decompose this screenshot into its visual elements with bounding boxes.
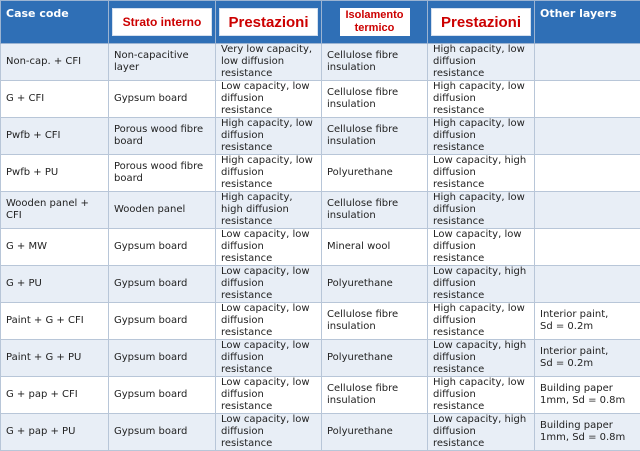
- cell-inner-performance: Low capacity, low diffusion resistance: [216, 229, 322, 266]
- cell-case-code: Paint + G + PU: [1, 340, 109, 377]
- cell-inner-performance: Low capacity, low diffusion resistance: [216, 81, 322, 118]
- header-strato-interno: [109, 1, 216, 44]
- table-row: [1, 377, 640, 414]
- cell-insulation: Cellulose fibre insulation: [322, 303, 428, 340]
- cell-other-layers: [535, 377, 640, 414]
- table-body: [1, 44, 640, 451]
- cell-insulation: Polyurethane: [322, 414, 428, 451]
- cell-insulation-performance: High capacity, low diffusion resistance: [428, 118, 535, 155]
- table-row: [1, 266, 640, 303]
- cell-insulation: Mineral wool: [322, 229, 428, 266]
- cell-inner-layer: Gypsum board: [109, 414, 216, 451]
- cell-case-code: Non-cap. + CFI: [1, 44, 109, 81]
- cell-case-code: G + pap + CFI: [1, 377, 109, 414]
- table-row: [1, 340, 640, 377]
- other-layers-line: Interior paint,: [540, 346, 636, 358]
- cell-case-code: Paint + G + CFI: [1, 303, 109, 340]
- cell-inner-performance: Very low capacity, low diffusion resistance: [216, 44, 322, 81]
- cell-insulation-performance: Low capacity, low diffusion resistance: [428, 229, 535, 266]
- table-row: [1, 44, 640, 81]
- header-prestazioni-2: [428, 1, 535, 44]
- header-strato-interno-label: Strato interno: [112, 8, 212, 36]
- other-layers-line: Sd = 0.2m: [540, 321, 636, 333]
- cell-inner-layer: Gypsum board: [109, 81, 216, 118]
- cell-insulation: Polyurethane: [322, 266, 428, 303]
- cell-insulation: Cellulose fibre insulation: [322, 118, 428, 155]
- header-isolamento: [322, 1, 428, 44]
- cell-other-layers: [535, 44, 640, 81]
- cell-case-code: G + MW: [1, 229, 109, 266]
- cell-insulation-performance: High capacity, low diffusion resistance: [428, 303, 535, 340]
- cell-other-layers: [535, 155, 640, 192]
- other-layers-line: Sd = 0.2m: [540, 358, 636, 370]
- cell-case-code: G + CFI: [1, 81, 109, 118]
- cell-other-layers: [535, 414, 640, 451]
- table-row: [1, 229, 640, 266]
- cell-other-layers: [535, 303, 640, 340]
- table-row: [1, 192, 640, 229]
- cell-insulation-performance: Low capacity, high diffusion resistance: [428, 266, 535, 303]
- other-layers-line: Building paper: [540, 420, 636, 432]
- cell-inner-performance: High capacity, high diffusion resistance: [216, 192, 322, 229]
- header-other-layers: Other layers: [535, 1, 640, 44]
- cell-inner-performance: High capacity, low diffusion resistance: [216, 155, 322, 192]
- cell-inner-performance: Low capacity, low diffusion resistance: [216, 377, 322, 414]
- cell-inner-layer: Gypsum board: [109, 377, 216, 414]
- cell-inner-layer: Non-capacitive layer: [109, 44, 216, 81]
- cell-inner-layer: Gypsum board: [109, 340, 216, 377]
- other-layers-line: Interior paint,: [540, 309, 636, 321]
- table-row: [1, 81, 640, 118]
- cell-other-layers: [535, 192, 640, 229]
- header-isolamento-label: Isolamento termico: [340, 8, 410, 36]
- cell-case-code: Pwfb + PU: [1, 155, 109, 192]
- header-case-code: Case code: [1, 1, 109, 44]
- other-layers-line: 1mm, Sd = 0.8m: [540, 395, 636, 407]
- other-layers-line: 1mm, Sd = 0.8m: [540, 432, 636, 444]
- cell-inner-layer: Wooden panel: [109, 192, 216, 229]
- cell-inner-layer: Porous wood fibre board: [109, 118, 216, 155]
- cell-other-layers: [535, 340, 640, 377]
- cell-case-code: Wooden panel + CFI: [1, 192, 109, 229]
- cell-insulation: Polyurethane: [322, 340, 428, 377]
- table-row: [1, 303, 640, 340]
- cell-inner-layer: Gypsum board: [109, 303, 216, 340]
- header-prestazioni-1: [216, 1, 322, 44]
- table-row: [1, 118, 640, 155]
- cell-other-layers: [535, 229, 640, 266]
- cell-insulation: Cellulose fibre insulation: [322, 81, 428, 118]
- cell-case-code: G + PU: [1, 266, 109, 303]
- cell-insulation-performance: Low capacity, high diffusion resistance: [428, 340, 535, 377]
- cell-inner-performance: Low capacity, low diffusion resistance: [216, 414, 322, 451]
- table-row: [1, 155, 640, 192]
- cell-inner-performance: Low capacity, low diffusion resistance: [216, 340, 322, 377]
- header-prestazioni-1-label: Prestazioni: [219, 8, 318, 36]
- cell-case-code: Pwfb + CFI: [1, 118, 109, 155]
- cell-insulation: Polyurethane: [322, 155, 428, 192]
- cell-inner-layer: Gypsum board: [109, 229, 216, 266]
- header-prestazioni-2-label: Prestazioni: [431, 8, 531, 36]
- cell-insulation-performance: Low capacity, high diffusion resistance: [428, 155, 535, 192]
- cell-other-layers: [535, 81, 640, 118]
- cell-inner-performance: Low capacity, low diffusion resistance: [216, 303, 322, 340]
- cell-insulation: Cellulose fibre insulation: [322, 377, 428, 414]
- other-layers-line: Building paper: [540, 383, 636, 395]
- cell-inner-layer: Porous wood fibre board: [109, 155, 216, 192]
- cell-insulation-performance: High capacity, low diffusion resistance: [428, 81, 535, 118]
- cell-insulation-performance: High capacity, low diffusion resistance: [428, 44, 535, 81]
- cell-other-layers: [535, 118, 640, 155]
- cell-insulation: Cellulose fibre insulation: [322, 44, 428, 81]
- cell-case-code: G + pap + PU: [1, 414, 109, 451]
- table-row: [1, 414, 640, 451]
- cell-insulation-performance: High capacity, low diffusion resistance: [428, 192, 535, 229]
- cell-inner-performance: Low capacity, low diffusion resistance: [216, 266, 322, 303]
- cell-inner-layer: Gypsum board: [109, 266, 216, 303]
- cell-insulation-performance: High capacity, low diffusion resistance: [428, 377, 535, 414]
- cell-insulation-performance: Low capacity, high diffusion resistance: [428, 414, 535, 451]
- header-row: [1, 1, 640, 44]
- cell-insulation: Cellulose fibre insulation: [322, 192, 428, 229]
- cell-other-layers: [535, 266, 640, 303]
- cell-inner-performance: High capacity, low diffusion resistance: [216, 118, 322, 155]
